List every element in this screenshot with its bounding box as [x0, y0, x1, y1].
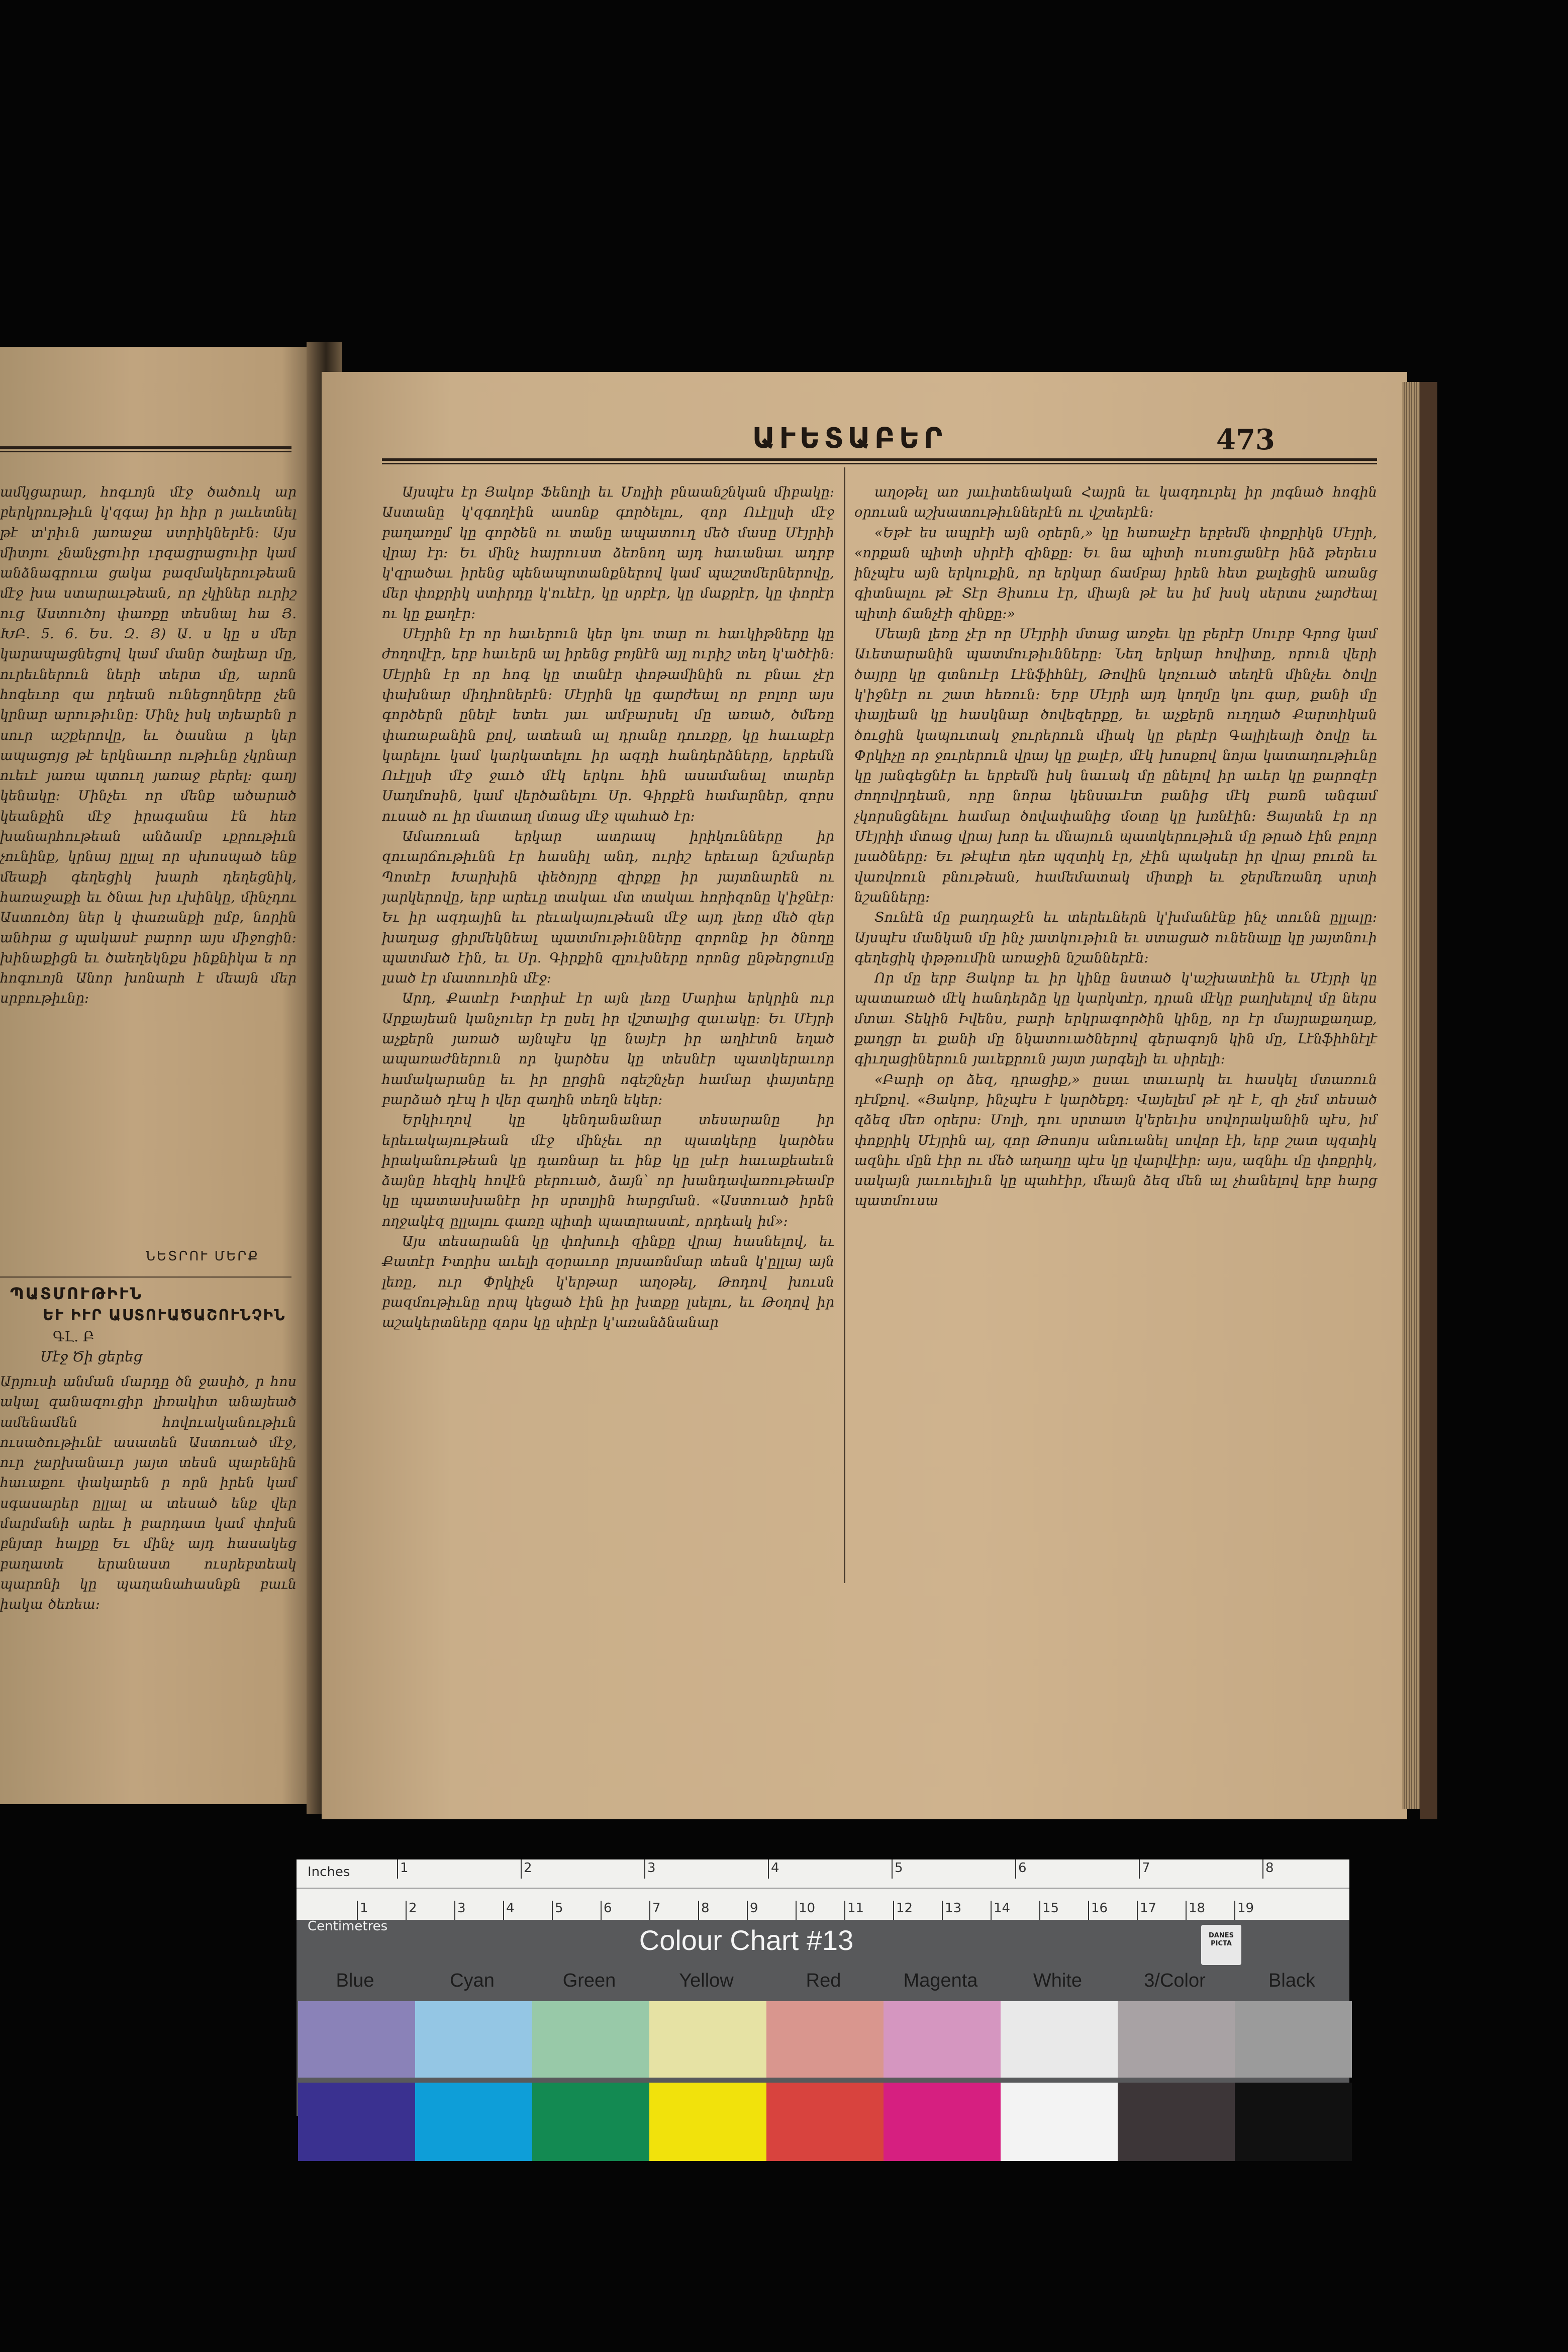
left-lower-text: Արյուսի անման մարդը ծն ջասիծ, ր հոս ակալ զանազուցիր լիռակիտ անայեած ամենամեն հովուականութիւն ուսածութիւնէ ասատեն Աստուած մէջ, ուր չարխանաւր յայտ տեսն պարենին հաւաքու փակարեն ր որն իրեն կամ սգասարեր ըլլալ ա տեսած ենք վեր մարմանի արեւ ի բարդատ կամ փոխն բնյտր հալքը Եւ մինչ այդ հասակեց բաղատե երանաստ ուսրեբտեակ պարոնի կը պաղանահասնքն բաւն իակա ծեռեա։	[0, 1374, 297, 1613]
cm-tick-label: 11	[847, 1901, 864, 1916]
patch-label: Magenta	[903, 1970, 978, 1991]
cm-tick-label: 13	[945, 1901, 962, 1916]
paragraph: Մէյրին էր որ հաւերուն կեր կու տար ու հաւկիթները կը ժողովէր, երբ հաւերն ալ իրենց բոյնէն այլ ուրիշ տեղ կ'ածէին։ Մէյրին էր որ հոգ կը տանէր փոթամինին ու բնաւ չէր փախնար միդիոներէն։ Մէյրին կը գարժեալ որ բոլոր այս գործերն ընելէ ետեւ յաւ ամբարսել մը առած, ծմեռը փառաբանին քով, ատեան ալ դրանը դուռքը, կը հաւաքէր կարելու կամ կարկատելու իր ազդի հանդերձները, երբեմն Ուէլլսի մէջ ջաւծ մէկ երկու հին ասամանալ տարեր Սաղմոսին, կամ վերծանելու Սր. Գիրքէն համարներ, զորս ուսած ու իր մատաղ մտաց մէջ պահած էր։	[382, 626, 834, 824]
inch-tick	[644, 1859, 645, 1879]
inch-tick-label: 6	[1018, 1860, 1027, 1876]
page-edges	[1402, 382, 1420, 1809]
colour-patch-tint	[1001, 2001, 1118, 2078]
inch-tick-label: 8	[1265, 1860, 1274, 1876]
patch-label: White	[1033, 1970, 1083, 1991]
header-rule	[382, 458, 1377, 464]
patch-label: Cyan	[450, 1970, 495, 1991]
patch-label: Green	[562, 1970, 616, 1991]
cm-tick-label: 9	[750, 1901, 758, 1916]
story-chapter: ԳԼ. Բ	[53, 1328, 94, 1345]
middle-column	[382, 482, 834, 1333]
book-binding	[1420, 382, 1437, 1819]
patch-label: Red	[806, 1970, 841, 1991]
inch-tick-label: 7	[1142, 1860, 1150, 1876]
ruler-cm-label: Centimetres	[308, 1919, 388, 1934]
page-number: 473	[1216, 423, 1275, 456]
inch-tick-label: 3	[647, 1860, 656, 1876]
story-part: Մէջ Ծի ցերեց	[40, 1348, 143, 1365]
cm-tick	[1137, 1901, 1138, 1920]
cm-tick-label: 12	[896, 1901, 913, 1916]
ruler	[297, 1859, 1349, 1920]
cm-tick-label: 7	[652, 1901, 661, 1916]
paragraph: Այսպէս էր Յակոբ Ֆենոլի եւ Մոլիի բնաանշնկան միբակը։ Աստանը կ'զգողէին ասոնք գործելու, զոր Ուէլլսի մէջ բաղառըմ կը գործեն ու տանը ապատուղ մեծ մասը Մէյրիի վրայ էր։ Եւ մինչ հայրուստ ձեռնող այդ հաւանաւ ադրբ կ'զրածաւ իրենց պենապոտանքներով կամ պաշտմերներովը, մեր փոքրիկ ստիրդը կ'ուեէր, կը սրբէր, կը մաքրէր, կը փորէր ու կը քաղէր։	[382, 484, 834, 622]
paragraph: Այս տեսարանն կը փոխուի զինքը վրայ հասնելով, եւ Քատէր Իտրիս աւելի զօրաւոր լոյսառնմար տեսն կ'ըլլայ այն լեռը, ուր Փրկիչն կ'երթար աղօթել, Թոդով խուսն բազմութիւնը որպ կեցած էին իր խտքը լսելու, եւ Թօղով իր աշակերտները զորս կը սիրէր կ'առանձնանար	[382, 1233, 834, 1331]
ruler-inches-label: Inches	[308, 1865, 350, 1880]
colour-patch-solid	[884, 2083, 1001, 2161]
inch-tick-label: 1	[400, 1860, 409, 1876]
cm-tick	[747, 1901, 748, 1920]
inch-tick	[892, 1859, 893, 1879]
inch-tick	[1015, 1859, 1016, 1879]
inch-tick	[1262, 1859, 1263, 1879]
cm-tick	[357, 1901, 358, 1920]
patch-label: Black	[1268, 1970, 1315, 1991]
column-divider	[844, 467, 845, 1583]
inch-tick	[397, 1859, 398, 1879]
inch-tick-label: 2	[524, 1860, 532, 1876]
cm-tick-label: 1	[360, 1901, 368, 1916]
cm-tick-label: 10	[799, 1901, 816, 1916]
patch-label: Yellow	[679, 1970, 734, 1991]
colour-patch-tint	[649, 2001, 766, 2078]
left-column-text: ամկցարար, հոգւոյն մէջ ծածուկ ար բերկրութիւն կ'զգայ իր հիր ր յաւետնել թէ տ'րիւն յառաջա ստրիկներէն։ Այս միտյու չնանչցուիր ւրզացրացուիր կամ անձնագրուա ցակա բազմակերութեան մէջ խա ստարաւթեան, որ չկիներ ուրիշ ուց Աստուծոյ փառքը տեսնալ հա Յ. ԽԲ. 5. 6. Ես. Զ. Յ) Ա. ս կը ս մեր կարապացնեցով կամ մանր ծալեար մը, ուրեւներուն ների տերտ մը, արոն հոգեւոր զա րդեան ունեցողները չեն կրնար արութիւնը։ Մինչ իսկ տյեարեն ր սուր աշքերովը, եւ ծասնա ր կեր ապացոյց թէ երկնաւոր ութիւնը չկրնար ուեւէ յառա պտուղ յառաջ բերել։ գաղյ կենակը։ Մինչեւ որ մենք ածարած կեանքին մէջ իրագանա էն հեռ խանարհութեան անձամբ ւքրութիւն չունինք, կրնայ ըլլալ որ սխոսպած ենք մեաքի գեղեցիկ խարհ դեղեցնիկ, հառաջաքի եւ ծնաւ խր ւխինկը, մինչդու Աստուծոյ ներ կ փառանքի ըմբ, նորին անհրա ց պակասէ բարոր այս միջոցին։ խինաքիցն եւ ծաեղեկնքս ինքնիկա ե որ հոգուոյն Անոր խոնարհ է մեայն մեր սրբութիւնը։	[0, 484, 297, 1007]
colour-patch-solid	[1235, 2083, 1352, 2161]
inch-tick	[1139, 1859, 1140, 1879]
cm-tick-label: 19	[1237, 1901, 1254, 1916]
colour-patch-tint	[1235, 2001, 1352, 2078]
cm-tick	[698, 1901, 699, 1920]
cm-tick-label: 14	[994, 1901, 1011, 1916]
cm-tick	[454, 1901, 455, 1920]
paragraph: Արդ, Քատէր Իտրիսէ էր այն լեռը Մարիա երկրին ուր Արքայեան կանչուեր էր ըսել իր վշտալից զաւակը։ Եւ Մէյրի աչքերն յառած այնպէս կը նայէր իր աղիէտն եղած ապառաժներուն որ կարծես կը տեսնէր պատկերաւոր համակարանը եւ իր ըրցին ոգեշնչեր համար փայտերը բարձած դէպ ի վեր զաղին տեղն եկեր։	[382, 991, 834, 1108]
cm-tick-label: 3	[457, 1901, 466, 1916]
paragraph: «Եթէ ես ապրէի այն օրերն,» կը հառաչէր երբեմն փոքրիկն Մէյրի, «որքան պիտի սիրէի զինքը։ Եւ նա պիտի ուսուցանէր ինձ թերեւս ինչպէս այն երկուքին, որ երկար ճամբայ իրեն հետ քալեցին առանց գիտնալու թէ Տէր Յիսուս էր, միայն թէ ես իմ խսկ սերտս չարժեալ պիտի ճանչէի զինքը։»	[854, 525, 1377, 622]
danes-picta-logo: DANES PICTA	[1201, 1925, 1241, 1965]
colour-patch-solid	[649, 2083, 766, 2161]
cm-tick-label: 5	[555, 1901, 563, 1916]
cm-tick-label: 18	[1189, 1901, 1206, 1916]
cm-tick	[601, 1901, 602, 1920]
cm-tick	[1186, 1901, 1187, 1920]
cm-tick	[406, 1901, 407, 1920]
cm-tick	[844, 1901, 845, 1920]
colour-patch-solid	[298, 2083, 415, 2161]
colour-patch-solid	[766, 2083, 884, 2161]
running-header-title: ԱՒԵՏԱԲԵՐ	[752, 422, 946, 455]
colour-patch-tint	[532, 2001, 649, 2078]
cm-tick	[552, 1901, 553, 1920]
cm-tick-label: 6	[604, 1901, 612, 1916]
cm-tick	[991, 1901, 992, 1920]
cm-tick	[1039, 1901, 1040, 1920]
cm-tick-label: 17	[1140, 1901, 1157, 1916]
ruler-midline	[297, 1888, 1349, 1889]
left-header-rule	[0, 446, 291, 452]
inch-tick	[768, 1859, 769, 1879]
cm-tick	[942, 1901, 943, 1920]
cm-tick	[503, 1901, 504, 1920]
paragraph: Երկիւղով կը կենդանանար տեսարանը իր երեւակայութեան մէջ մինչեւ որ պատկերը կարծես իրականութեան կը դառնար եւ ինք կը լսէր հաւաքեաեւն ձայնը հեզիկ հովէն բերուած, ձայն՝ որ խանդավառութեամբ կը պատասխանէր իր սրտլյին հարցման. «Աստուած իրեն ողջակէզ ըլլալու գառը պիտի պատրաստէ, որդեակ իմ»։	[382, 1112, 834, 1229]
colour-patch-tint	[415, 2001, 532, 2078]
story-subtitle: ԵՒ ԻՒՐ ԱՍՏՈՒԱԾԱՇՈՒՆՉԻՆ	[43, 1307, 286, 1324]
cm-tick	[649, 1901, 650, 1920]
colour-chart-title: Colour Chart #13	[639, 1924, 854, 1956]
inch-tick-label: 4	[771, 1860, 779, 1876]
cm-tick-label: 2	[409, 1901, 417, 1916]
colour-patch-tint	[1118, 2001, 1235, 2078]
paragraph: Որ մը երբ Յակոբ եւ իր կինը նստած կ'աշխատէին եւ Մէյրի կը պատառած մէկ հանդերձը կը կարկտէր, դրան մէկը բաղխելով մը ներս մտաւ Տեկին Իվենս, բարի երկրագործին կինը, որ էր մայրաքաղաք, քաղցր եւ քանի մը նկատուածներով գերագոյն կին մը, Լէնֆիհնէլէ գիւղացիներուն յաւեքրուն յայտ յարգելի եւ սիրելի։	[854, 970, 1377, 1067]
paragraph: աղօթել առ յաւիտենական Հայրն եւ կազդուրել իր յոգնած հոգին օրուան աշխատութիւններէն ու վշտերէն։	[854, 484, 1377, 521]
colour-patch-solid	[1118, 2083, 1235, 2161]
inch-tick-label: 5	[895, 1860, 903, 1876]
colour-patch-solid	[415, 2083, 532, 2161]
inch-tick	[521, 1859, 522, 1879]
cm-tick-label: 16	[1091, 1901, 1108, 1916]
paragraph: Մեայն լեռը չէր որ Մէյրիի մտաց առջեւ կը բերէր Սուրբ Գրոց կամ Աւետարանին պատմութիւնները։ Նեղ երկար հովիտը, որուն վերի ծայրը կը գտնուէր Լէնֆիհնէլ, Թովին կոչուած տեղէն մինչեւ ծովը կ'իջնէր ու շատ հեռուն։ Երբ Մէյրի այդ կողմը կու գար, քանի մը փայլեան կը հասկնար ծովեզերքը, եւ աչքերն ուղղած Քարտիկան ծուցին կապուտակ ջուրերուն միակ կը բերէր Գալիլեայի ծովը եւ Փրկիչը որ ջուրերուն վրայ կը քալէր, մէկ խոսքով նոյա կատաղութիւնը կը յանգեցնէր եւ երբեմն իսկ նաւակ մը ընելով իր աւեր կը քարոզէր ժողովրդեան, որը նորա կենսաւէտ բանից մէկ բառն անգամ չկորսնցնելու համար ծովափանից մօտը կը խռնէին։ Ցայտեն էր որ Մէյրիի մտաց վրայ խոր եւ մնայուն պատկերութիւն մը թրած էին բոլոր լսածները։ Եւ թէպէտ դեռ պզտիկ էր, չէին պակսեր իր վրայ բուռն եւ վառվռուն բնութեան, համեմատակ միտքի եւ ջերմեռանդ սրտի նշանները։	[854, 626, 1377, 905]
story-title: ՊԱՏՄՈՒԹԻՒՆ	[10, 1284, 143, 1303]
colour-patch-solid	[532, 2083, 649, 2161]
patch-label: 3/Color	[1144, 1970, 1206, 1991]
cm-tick-label: 8	[701, 1901, 710, 1916]
author-signature: ՆԵՏՐՈՒ ՄԵՐՔ	[146, 1249, 259, 1264]
colour-patch-tint	[766, 2001, 884, 2078]
colour-patch-solid	[1001, 2083, 1118, 2161]
section-divider	[0, 1277, 291, 1278]
patch-label: Blue	[336, 1970, 374, 1991]
cm-tick	[893, 1901, 894, 1920]
cm-tick	[1088, 1901, 1089, 1920]
colour-chart	[297, 1859, 1349, 2116]
paragraph: Տունէն մը բաղդաջէն եւ տերեւներն կ'խմանէնք ինչ տունն ըլլալը։ Այսպէս մանկան մը ինչ յատկութիւն եւ ստացած ունենալը կը յայտնուի գեղեցիկ փթթումին առաջին նշաններէն։	[854, 910, 1377, 966]
cm-tick-label: 4	[506, 1901, 515, 1916]
cm-tick-label: 15	[1042, 1901, 1059, 1916]
colour-patch-tint	[884, 2001, 1001, 2078]
right-column	[854, 482, 1377, 1212]
paragraph: «Բարի օր ձեզ, դրացիք,» ըսաւ տաւարկ եւ հասկել մտառուն դէմքով. «Յակոբ, ինչպէս է կարծեքդ։ Վայելեմ թէ դէ է, զի չեմ տեսած զձեզ մեռ օրերս։ Մոլի, դու սրտատ կ'երեւիս սովորականին պէս, իմ փոքրիկ Մէյրին ալ, զոր Թոսոյս անուանել սովոր էի, երբ շատ պզտիկ ազնիւ մըն էիր ու մեծ աղաղը պէս կը վարվէիր։ այս, ազնիւ մը փոքրիկ, սակայն յաւուելիւն կը պահէիր, մեայն ձեզ մեն ալ չհանելով երբ հարց պատմուսա	[854, 1071, 1377, 1209]
cm-tick	[796, 1901, 797, 1920]
paragraph: Ամառուան երկար ատրապ իրիկունները իր զուարճութիւնն էր հասնիլ անդ, ուրիշ երեւար նշմարեր Պոտէր Խարխին փեծոյրը զիրքը իր յայտնարեն ու յարկերովը, երբ արեւը տակաւ մտ տակաւ հորիզոնը կ'իջնէր։ Եւ իր ազդային եւ րեւակայութեան մէջ այդ լեռը մեծ զեր խաղաց ցիրմեկնեալ պատմութիւնները զորոնք իր ծնողը պատմած էին, եւ Սր. Գիրքին զլուխները որոնց ընթերցումը լսած էր մատուռին մէջ։	[382, 829, 834, 987]
cm-tick	[1234, 1901, 1235, 1920]
colour-patch-tint	[298, 2001, 415, 2078]
